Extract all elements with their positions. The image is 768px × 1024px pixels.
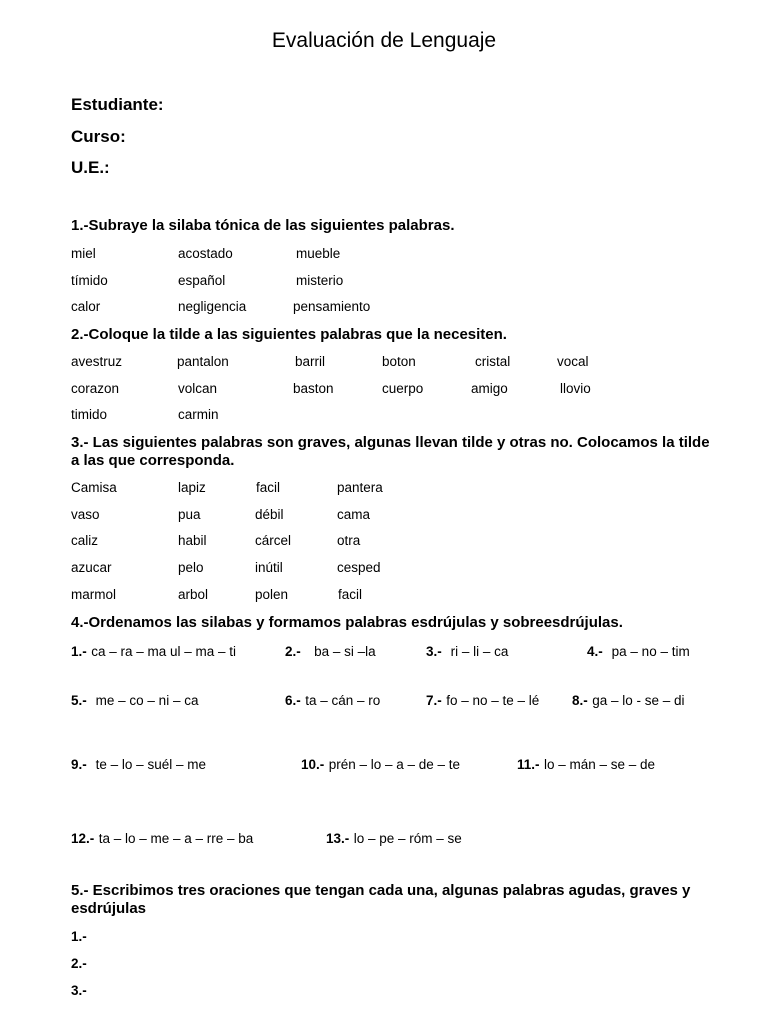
list-item: 13.- lo – pe – róm – se (326, 831, 462, 846)
student-label: Estudiante: (71, 95, 164, 114)
question-2-heading: 2.-Coloque la tilde a las siguientes palabras que la necesiten. (71, 326, 507, 343)
word: avestruz (71, 354, 123, 369)
question-5-heading: 5.- Escribimos tres oraciones que tengan cada una, algunas palabras agudas, graves y esdrújulas (71, 882, 691, 917)
answer-line-number: 1.- (71, 929, 87, 944)
word: cuerpo (382, 381, 424, 396)
word: arbol (178, 587, 209, 602)
word: calor (71, 299, 101, 314)
word: misterio (296, 273, 344, 288)
word: pua (178, 507, 201, 522)
word: caliz (71, 533, 99, 548)
list-item: 4.- pa – no – tim (587, 644, 690, 659)
word: volcan (178, 381, 218, 396)
question-3-heading: 3.- Las siguientes palabras son graves, algunas llevan tilde y otras no. Colocamos la tilde a las que corresponda. (71, 434, 710, 469)
word: Camisa (71, 480, 117, 495)
word: tímido (71, 273, 108, 288)
word: baston (293, 381, 334, 396)
word: carmin (178, 407, 219, 422)
word: español (178, 273, 226, 288)
word: negligencia (178, 299, 247, 314)
question-1-heading: 1.-Subraye la silaba tónica de las siguientes palabras. (71, 217, 455, 234)
list-item: 5.- me – co – ni – ca (71, 693, 199, 708)
word: acostado (178, 246, 233, 261)
word: marmol (71, 587, 117, 602)
list-item: 9.- te – lo – suél – me (71, 757, 206, 772)
word: pantera (337, 480, 383, 495)
word: cárcel (255, 533, 292, 548)
word: pensamiento (293, 299, 371, 314)
word: barril (295, 354, 326, 369)
word: cristal (475, 354, 511, 369)
word: vaso (71, 507, 100, 522)
word: vocal (557, 354, 589, 369)
word: habil (178, 533, 207, 548)
course-label: Curso: (71, 127, 126, 146)
word: otra (337, 533, 361, 548)
word: amigo (471, 381, 508, 396)
word: pantalon (177, 354, 229, 369)
word: facil (256, 480, 281, 495)
answer-line-number: 3.- (71, 983, 87, 998)
word: pelo (178, 560, 204, 575)
question-4-heading: 4.-Ordenamos las silabas y formamos palabras esdrújulas y sobreesdrújulas. (71, 614, 623, 631)
word: corazon (71, 381, 120, 396)
list-item: 10.- prén – lo – a – de – te (301, 757, 461, 772)
word: inútil (255, 560, 283, 575)
school-label: U.E.: (71, 158, 110, 177)
list-item: 3.- ri – li – ca (426, 644, 509, 659)
word: timido (71, 407, 108, 422)
page-title: Evaluación de Lenguaje (271, 29, 497, 52)
list-item: 12.- ta – lo – me – a – rre – ba (71, 831, 254, 846)
word: lapiz (178, 480, 206, 495)
word: cesped (337, 560, 381, 575)
list-item: 1.- ca – ra – ma ul – ma – ti (71, 644, 237, 659)
word: polen (255, 587, 289, 602)
word: llovio (560, 381, 591, 396)
word: facil (338, 587, 363, 602)
word: boton (382, 354, 416, 369)
list-item: 8.- ga – lo - se – di (572, 693, 685, 708)
list-item: 6.- ta – cán – ro (285, 693, 381, 708)
list-item: 2.- ba – si –la (285, 644, 376, 659)
word: azucar (71, 560, 112, 575)
word: miel (71, 246, 96, 261)
word: mueble (296, 246, 341, 261)
word: cama (337, 507, 371, 522)
word: débil (255, 507, 284, 522)
answer-line-number: 2.- (71, 956, 87, 971)
list-item: 11.- lo – mán – se – de (517, 757, 656, 772)
list-item: 7.- fo – no – te – lé (426, 693, 540, 708)
